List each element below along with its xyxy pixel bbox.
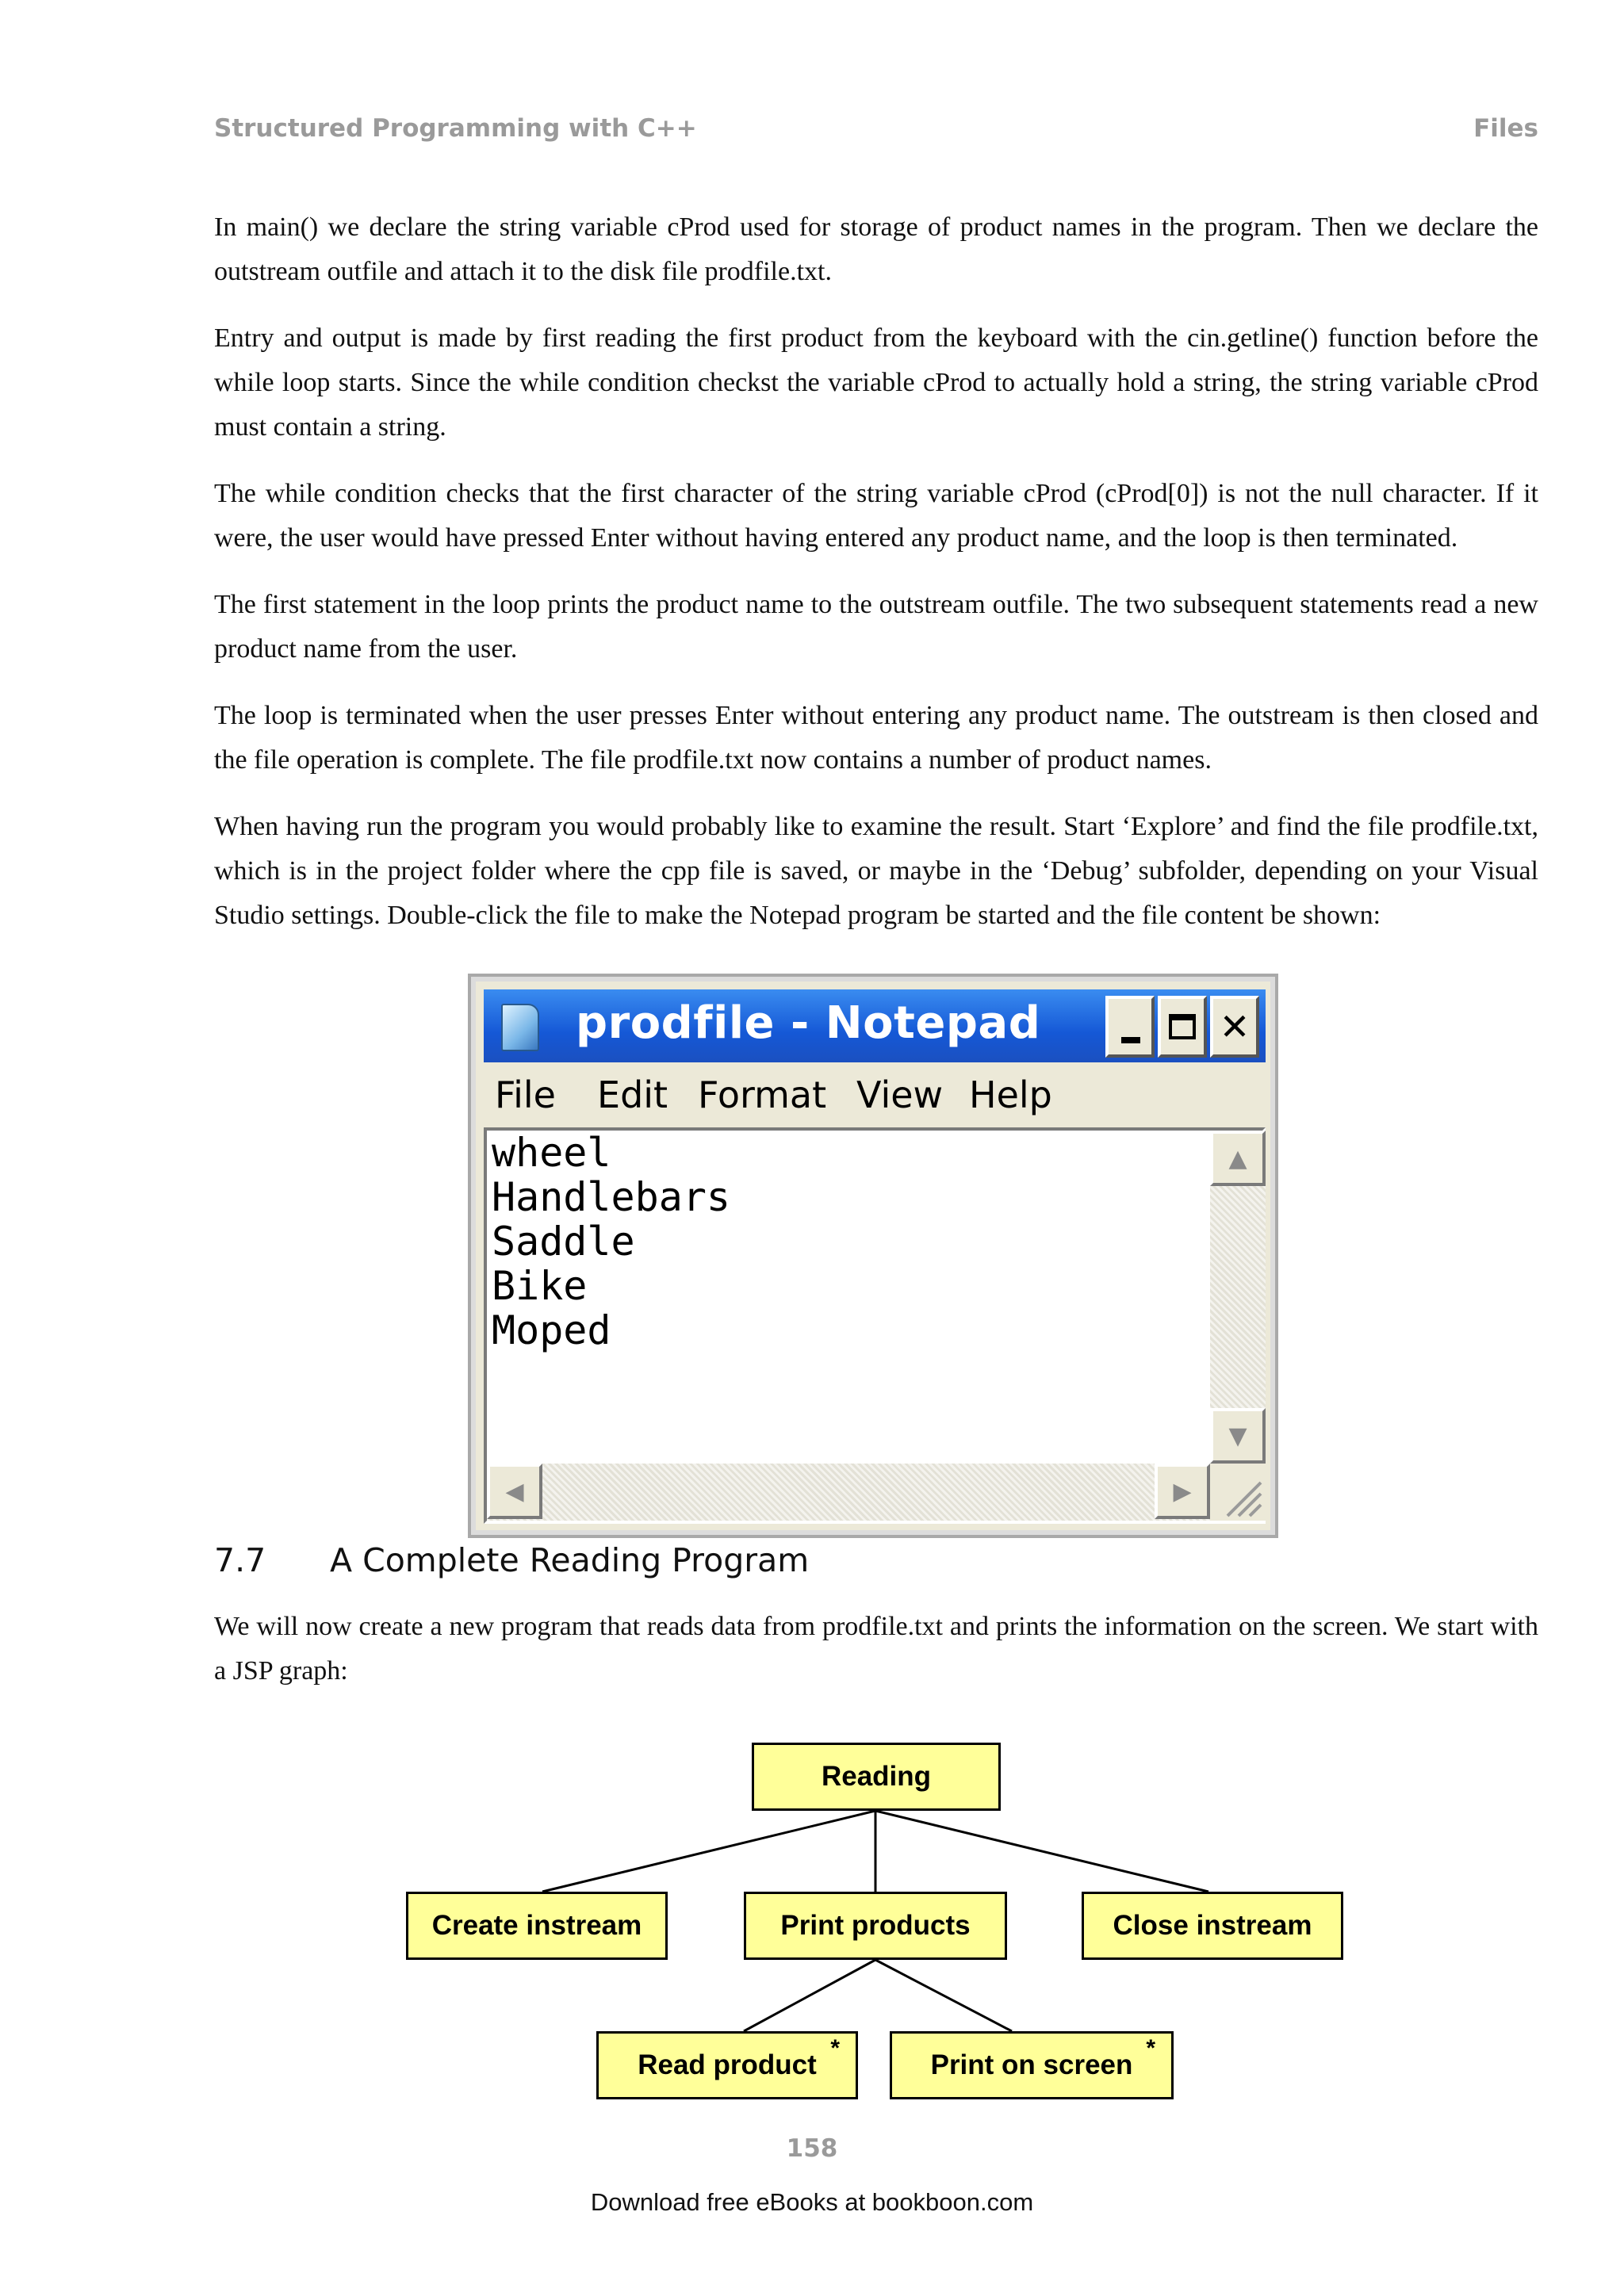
resize-grip-icon	[1210, 1464, 1266, 1521]
notepad-text-area[interactable]	[484, 1127, 1266, 1524]
section-number: 7.7	[214, 1541, 266, 1579]
paragraph-4: The first statement in the loop prints the product name to the outstream outfile. The two subsequent statements read a new product name from the user.	[214, 590, 1538, 664]
arrow-up-icon: ▲	[1228, 1144, 1247, 1173]
menu-file[interactable]: File	[495, 1073, 556, 1116]
text-line: Handlebars	[492, 1174, 731, 1220]
maximize-button[interactable]	[1158, 996, 1207, 1058]
scroll-up-button[interactable]	[1210, 1131, 1266, 1186]
scroll-right-button[interactable]	[1155, 1464, 1210, 1519]
notepad-content	[492, 1131, 730, 1353]
iteration-marker: *	[1146, 2035, 1155, 2061]
notepad-menu-bar	[484, 1066, 1266, 1124]
notepad-title: prodfile - Notepad	[576, 997, 1041, 1049]
paragraph-2: Entry and output is made by first reading the first product from the keyboard with the cin.getline() function before the while loop starts. Since the while condition checkst the variable cProd to actually hold a string, the string variable cProd must contain a string.	[214, 323, 1538, 442]
resize-grip[interactable]	[1210, 1464, 1266, 1521]
paragraph-1: In main() we declare the string variable cProd used for storage of product names in the program. Then we declare the outstream outfile and attach it to the disk file prodfile.txt.	[214, 212, 1538, 286]
notepad-window	[468, 974, 1278, 1538]
jsp-node-label: Create instream	[431, 1910, 642, 1941]
horizontal-scrollbar[interactable]	[487, 1464, 1210, 1521]
running-header-chapter: Files	[1473, 114, 1538, 143]
jsp-node-label: Print products	[780, 1910, 971, 1941]
scroll-left-button[interactable]	[487, 1464, 542, 1519]
notepad-title-bar[interactable]	[484, 989, 1266, 1062]
menu-format[interactable]: Format	[698, 1073, 827, 1116]
jsp-node-close-instream	[1082, 1892, 1343, 1960]
paragraph-5: The loop is terminated when the user presses Enter without entering any product name. The outstream is then closed and the file operation is complete. The file prodfile.txt now contains a number of product names.	[214, 701, 1538, 775]
paragraph-6: When having run the program you would probably like to examine the result. Start ‘Explore’ and find the file prodfile.txt, which is in the project folder where the cpp file is saved, or maybe in the ‘Debug’ subfolder, depending on your Visual Studio settings. Double-click the file to make the Notepad program be started and the file content be shown:	[214, 812, 1538, 930]
jsp-node-label: Close instream	[1113, 1910, 1312, 1941]
arrow-down-icon: ▼	[1228, 1422, 1247, 1450]
section-intro: We will now create a new program that reads data from prodfile.txt and prints the information on the screen. We start with a JSP graph:	[214, 1612, 1538, 1686]
jsp-node-create-instream	[406, 1892, 668, 1960]
text-line: Saddle	[492, 1219, 635, 1265]
close-icon: ✕	[1219, 1005, 1251, 1048]
arrow-right-icon: ▶	[1173, 1477, 1192, 1506]
close-button[interactable]	[1210, 996, 1259, 1058]
minimize-icon	[1121, 1037, 1140, 1043]
notepad-document-icon	[501, 1004, 539, 1051]
maximize-icon	[1169, 1014, 1196, 1039]
scroll-down-button[interactable]	[1210, 1408, 1266, 1464]
vertical-scrollbar[interactable]	[1210, 1131, 1266, 1464]
menu-help[interactable]: Help	[969, 1073, 1052, 1116]
text-line: Moped	[492, 1307, 611, 1353]
jsp-node-label: Reading	[821, 1761, 932, 1792]
menu-view[interactable]: View	[856, 1073, 944, 1116]
jsp-node-reading	[752, 1743, 1001, 1811]
text-line: Bike	[492, 1263, 588, 1309]
jsp-node-print-on-screen	[890, 2031, 1174, 2099]
jsp-node-read-product	[596, 2031, 858, 2099]
iteration-marker: *	[830, 2035, 840, 2061]
page-number: 158	[786, 2134, 838, 2163]
text-line: wheel	[492, 1130, 611, 1176]
jsp-node-label: Print on screen	[930, 2049, 1133, 2080]
jsp-node-print-products	[744, 1892, 1007, 1960]
running-header-book-title: Structured Programming with C++	[214, 114, 697, 143]
paragraph-3: The while condition checks that the first character of the string variable cProd (cProd[0]) is not the null character. If it were, the user would have pressed Enter without having entered any product name, and the loop is then terminated.	[214, 479, 1538, 553]
jsp-node-label: Read product	[638, 2049, 817, 2080]
section-title: A Complete Reading Program	[330, 1541, 810, 1579]
minimize-button[interactable]	[1105, 996, 1155, 1058]
footer-text[interactable]: Download free eBooks at bookboon.com	[590, 2188, 1034, 2216]
menu-edit[interactable]: Edit	[597, 1073, 668, 1116]
arrow-left-icon: ◀	[505, 1477, 524, 1506]
